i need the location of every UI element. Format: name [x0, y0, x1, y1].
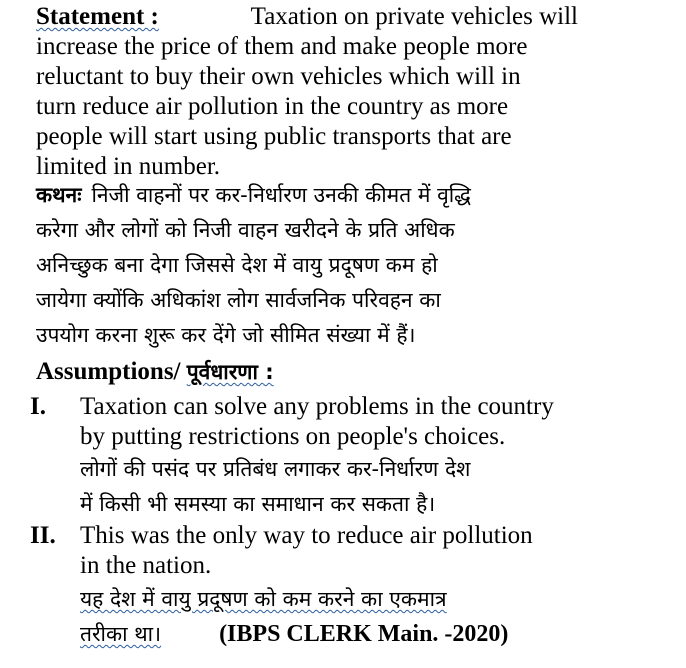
assumption-2-hindi — [80, 582, 580, 652]
exam-source: (IBPS CLERK Main. -2020) — [219, 621, 509, 647]
assumptions-heading — [36, 357, 578, 387]
assumption-1-line-2: by putting restrictions on people's choices. — [80, 423, 506, 450]
assumption-2-hindi-line-2: तरीका था। — [80, 622, 162, 646]
statement-line-4: turn reduce air pollution in the country as more — [36, 93, 509, 120]
assumption-1-hindi — [80, 452, 580, 522]
statement-label: Statement : — [36, 3, 159, 30]
statement-line-3: reluctant to buy their own vehicles which will in — [36, 63, 521, 90]
statement-hindi-line-4: जायेगा क्योंकि अधिकांश लोग सार्वजनिक परिवहन का — [36, 288, 441, 312]
statement-line-6: limited in number. — [36, 153, 221, 180]
assumption-2-line-1: This was the only way to reduce air pollution — [80, 522, 533, 549]
statement-hindi-line-1: निजी वाहनों पर कर-निर्धारण उनकी कीमत में वृद्धि — [91, 183, 471, 207]
assumption-1-numeral: I. — [30, 393, 46, 420]
statement-hindi-line-2: करेगा और लोगों को निजी वाहन खरीदने के प्रति अधिक — [36, 218, 455, 242]
assumptions-heading-hi: पूर्वधारणा : — [186, 360, 274, 384]
statement-hindi-label: कथनः — [36, 183, 82, 207]
assumption-1-hindi-line-2: में किसी भी समस्या का समाधान कर सकता है। — [80, 492, 436, 516]
assumption-1-english — [80, 392, 580, 452]
assumption-1-line-1: Taxation can solve any problems in the country — [80, 393, 554, 420]
assumptions-heading-en: Assumptions/ — [36, 358, 181, 385]
statement-hindi — [36, 178, 578, 353]
assumption-2-hindi-line-1: यह देश में वायु प्रदूषण को कम करने का एकमात्र — [80, 587, 447, 611]
assumption-1-hindi-line-1: लोगों की पसंद पर प्रतिबंध लगाकर कर-निर्धारण देश — [80, 457, 471, 481]
statement-line-2: increase the price of them and make people more — [36, 33, 528, 60]
statement-hindi-line-3: अनिच्छुक बना देगा जिससे देश में वायु प्रदूषण कम हो — [36, 253, 438, 277]
assumption-2-line-2: in the nation. — [80, 552, 212, 579]
assumption-2-english — [80, 521, 580, 581]
statement-line-5: people will start using public transports that are — [36, 123, 512, 150]
statement-english — [36, 2, 578, 182]
assumption-2-numeral: II. — [30, 522, 56, 549]
statement-hindi-line-5: उपयोग करना शुरू कर देंगे जो सीमित संख्या में हैं। — [36, 323, 416, 347]
statement-line-1: Taxation on private vehicles will — [250, 3, 578, 30]
